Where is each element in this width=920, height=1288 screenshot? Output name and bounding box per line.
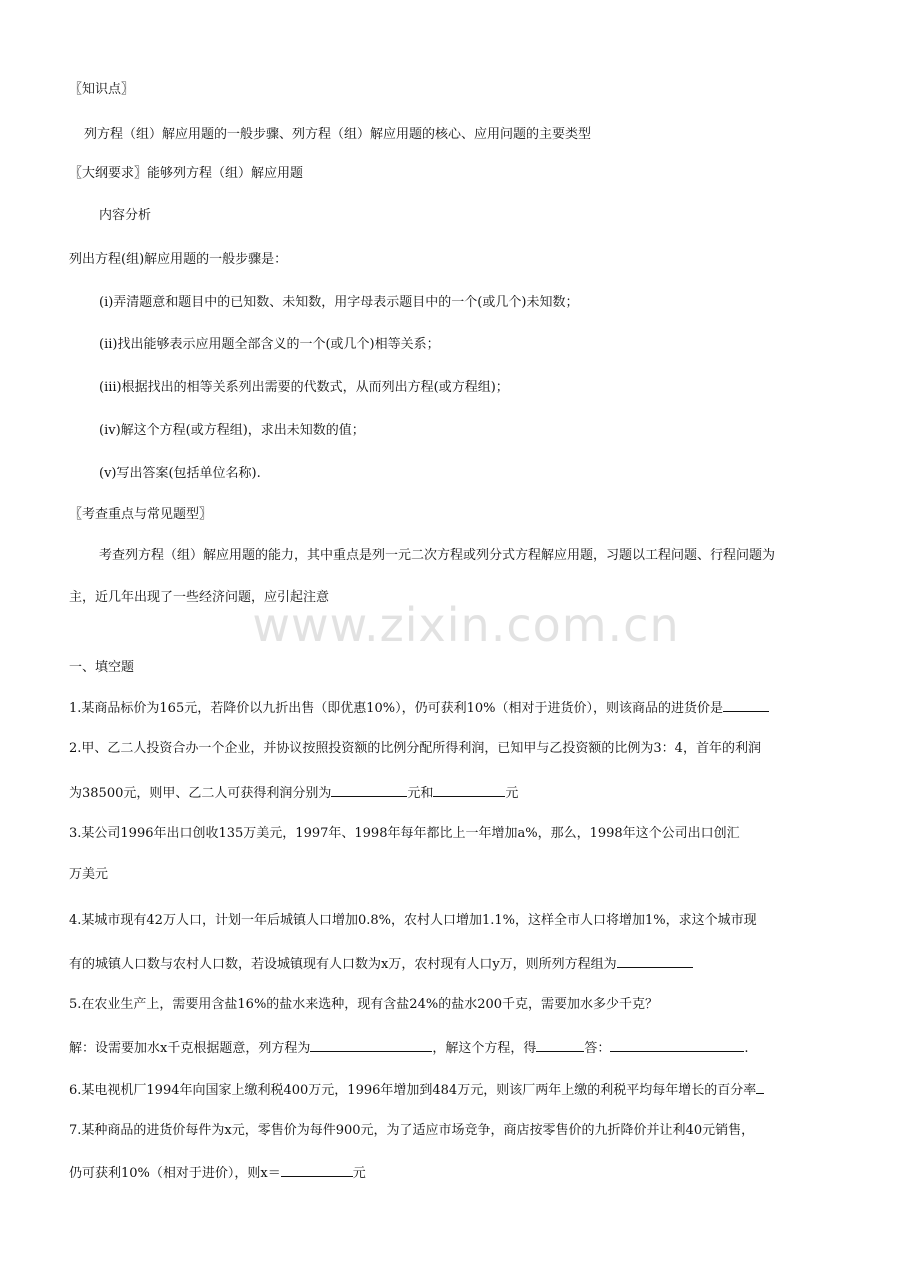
step-item: (i)弄清题意和题目中的已知数、未知数，用字母表示题目中的一个(或几个)未知数； (99, 295, 579, 310)
step-item: (iii)根据找出的相等关系列出需要的代数式，从而列出方程(或方程组)； (99, 380, 509, 395)
answer-blank[interactable] (310, 1039, 432, 1052)
question-5-line-2 (69, 1039, 854, 1057)
answer-blank[interactable] (536, 1039, 584, 1052)
syllabus-requirement: 〖大纲要求〗能够列方程（组）解应用题 (69, 166, 304, 181)
question-5-text-b: ，解这个方程，得 (432, 1041, 537, 1056)
answer-blank[interactable] (433, 784, 505, 797)
question-4-text: 有的城镇人口数与农村人口数，若设城镇现有人口数为x万，农村现有人口y万，则所列方程组为 (69, 957, 617, 972)
focus-title: 〖考查重点与常见题型〗 (69, 507, 213, 522)
question-6 (69, 1081, 854, 1099)
question-5-text-d: . (744, 1041, 749, 1056)
question-6-text: 6.某电视机厂1994年向国家上缴利税400万元，1996年增加到484万元，则该厂两年上缴的利税平均每年增长的百分率 (69, 1083, 757, 1098)
answer-blank[interactable] (756, 1081, 764, 1094)
question-3-line-2: 万美元 (69, 867, 109, 882)
question-2-line-1: 2.甲、乙二人投资合办一个企业，并协议按照投资额的比例分配所得利润，已知甲与乙投资额的比例为3：4，首年的利润 (69, 741, 761, 756)
question-2-text-b: 元和 (407, 786, 434, 801)
answer-blank[interactable] (281, 1164, 353, 1177)
knowledge-title: 〖知识点〗 (69, 82, 135, 97)
focus-body-line-2: 主，近几年出现了一些经济问题，应引起注意 (69, 590, 330, 605)
focus-body-line-1: 考查列方程（组）解应用题的能力，其中重点是列一元二次方程或列分式方程解应用题，习题以工程问题、行程问题为 (99, 548, 776, 563)
step-item: (v)写出答案(包括单位名称). (99, 466, 261, 481)
answer-blank[interactable] (617, 955, 693, 968)
question-5-text-c: 答： (584, 1041, 611, 1056)
question-4-line-1: 4.某城市现有42万人口，计划一年后城镇人口增加0.8%，农村人口增加1.1%，这样全市人口将增加1%，求这个城市现 (69, 913, 757, 928)
question-5-text-a: 解：设需要加水x千克根据题意，列方程为 (69, 1041, 311, 1056)
question-3-line-1: 3.某公司1996年出口创收135万美元，1997年、1998年每年都比上一年增加a%，那么，1998年这个公司出口创汇 (69, 826, 740, 841)
question-1-text: 1.某商品标价为165元，若降价以九折出售（即优惠10%），仍可获利10%（相对于进货价），则该商品的进货价是 (69, 701, 724, 716)
question-5-line-1: 5.在农业生产上，需要用含盐16%的盐水来选种，现有含盐24%的盐水200千克，需要加水多少千克？ (69, 997, 659, 1012)
answer-blank[interactable] (331, 784, 407, 797)
question-4-line-2 (69, 955, 854, 973)
steps-intro: 列出方程(组)解应用题的一般步骤是： (69, 252, 288, 267)
question-2-text-a: 为38500元，则甲、乙二人可获得利润分别为 (69, 786, 332, 801)
content-analysis-heading: 内容分析 (99, 208, 152, 223)
answer-blank[interactable] (610, 1039, 744, 1052)
watermark: www.zixin.com.cn (252, 598, 680, 652)
question-2-text-c: 元 (505, 786, 519, 801)
question-7-text-a: 仍可获利10%（相对于进价），则x＝ (69, 1166, 281, 1181)
question-1 (69, 699, 854, 717)
knowledge-body: 列方程（组）解应用题的一般步骤、列方程（组）解应用题的核心、应用问题的主要类型 (84, 127, 592, 142)
answer-blank[interactable] (723, 699, 769, 712)
question-7-line-1: 7.某种商品的进货价每件为x元，零售价为每件900元，为了适应市场竞争，商店按零售价的九折降价并让利40元销售， (69, 1123, 755, 1138)
fill-blank-section-title: 一、填空题 (69, 660, 135, 675)
question-7-line-2 (69, 1164, 854, 1182)
step-item: (ii)找出能够表示应用题全部含义的一个(或几个)相等关系； (99, 337, 440, 352)
question-7-text-b: 元 (352, 1166, 366, 1181)
step-item: (iv)解这个方程(或方程组)，求出未知数的值； (99, 423, 365, 438)
question-2-line-2 (69, 784, 854, 802)
